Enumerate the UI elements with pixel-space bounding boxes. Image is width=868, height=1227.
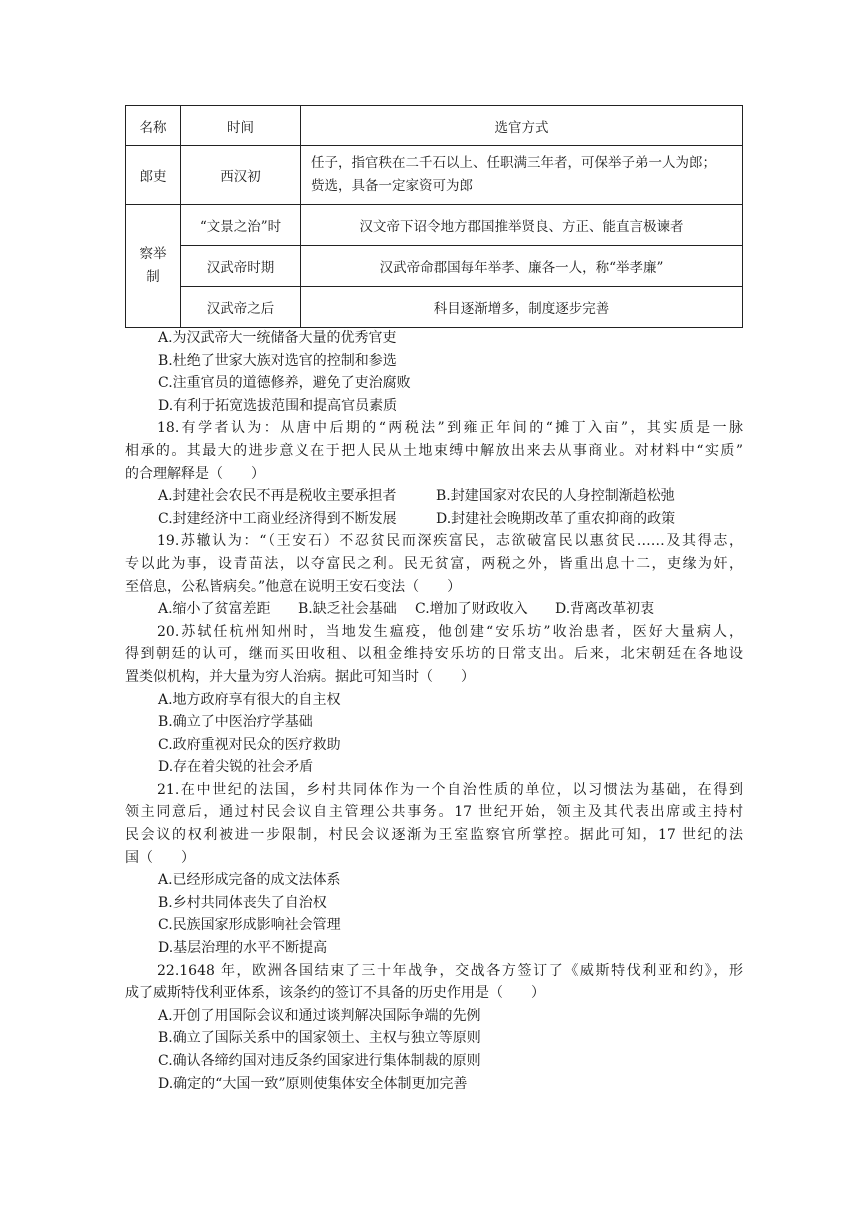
cell-method: 汉文帝下诏令地方郡国推举贤良、方正、能直言极谏者 <box>301 205 743 246</box>
q17-option-d: D.有利于拓宽选拔范围和提高官员素质 <box>158 397 398 414</box>
q20-option-a: A.地方政府享有很大的自主权 <box>158 691 341 708</box>
q21-option-b: B.乡村共同体丧失了自治权 <box>158 894 327 911</box>
q22-option-d: D.确定的“大国一致”原则使集体安全体制更加完善 <box>158 1075 468 1092</box>
q21-option-d: D.基层治理的水平不断提高 <box>158 940 328 957</box>
header-name: 名称 <box>126 106 181 146</box>
q20-option-b: B.确立了中医治疗学基础 <box>158 714 313 731</box>
q20-option-c: C.政府重视对民众的医疗救助 <box>158 736 341 753</box>
q22-option-c: C.确认各缔约国对违反条约国家进行集体制裁的原则 <box>158 1053 481 1069</box>
cell-name: 郎吏 <box>126 146 181 205</box>
table-row <box>126 205 743 246</box>
q18-option-b: B.封建国家对农民的人身控制渐趋松弛 <box>436 488 675 505</box>
q18-stem-line: 的合理解释是（ ） <box>125 465 265 482</box>
q21-stem-line: 国（ ） <box>125 849 195 866</box>
q21-option-a: A.已经形成完备的成文法体系 <box>158 872 341 889</box>
q17-option-c: C.注重官员的道德修养，避免了吏治腐败 <box>158 375 411 392</box>
cell-time: “文景之治”时 <box>181 205 301 246</box>
q19-option-a: A.缩小了贫富差距 <box>158 601 271 618</box>
q21-stem-line: 领主同意后，通过村民会议自主管理公共事务。17 世纪开始，领主及其代表出席或主持村 <box>125 804 743 821</box>
cell-time: 西汉初 <box>181 146 301 205</box>
question-list <box>125 327 743 1095</box>
q18-options-row <box>125 485 743 508</box>
q20-option-d: D.存在着尖锐的社会矛盾 <box>158 759 314 776</box>
method-line: 赀选，具备一定家资可为郎 <box>311 178 473 194</box>
name-line: 制 <box>146 269 160 285</box>
q19-option-b: B.缺乏社会基础 <box>298 601 397 618</box>
q17-option-a: A.为汉武帝大一统储备大量的优秀官吏 <box>158 330 397 346</box>
q20-stem-line: 20.苏轼任杭州知州时，当地发生瘟疫，他创建“安乐坊”收治患者，医好大量病人， <box>157 623 743 640</box>
q22-stem-line: 22.1648 年，欧洲各国结束了三十年战争，交战各方签订了《威斯特伐利亚和约》，形 <box>157 962 743 979</box>
q19-options-row <box>125 598 743 621</box>
cell-method: 科目逐渐增多，制度逐步完善 <box>301 287 743 328</box>
header-time: 时间 <box>181 106 301 146</box>
cell-method: 汉武帝命郡国每年举孝、廉各一人，称“举孝廉” <box>301 246 743 287</box>
q22-stem-line: 成了威斯特伐利亚体系，该条约的签订不具备的历史作用是（ ） <box>125 985 545 1002</box>
q21-stem-line: 民会议的权利被进一步限制，村民会议逐渐为王室监察官所掌控。据此可知，17 世纪的法 <box>125 827 743 844</box>
name-line: 察举 <box>139 246 167 262</box>
q18-options-row <box>125 508 743 531</box>
q19-stem-line: 至倍息，公私皆病矣。”他意在说明王安石变法（ ） <box>125 578 462 595</box>
q22-option-a: A.开创了用国际会议和通过谈判解决国际争端的先例 <box>158 1007 481 1024</box>
q20-stem-line: 置类似机构，并大量为穷人治病。据此可知当时（ ） <box>125 668 475 685</box>
q21-stem-line: 21.在中世纪的法国，乡村共同体作为一个自治性质的单位，以习惯法为基础，在得到 <box>157 781 743 798</box>
table-row <box>126 246 743 287</box>
q19-option-d: D.背离改革初衷 <box>555 601 655 618</box>
q18-stem-line: 18.有学者认为：从唐中后期的“两税法”到雍正年间的“摊丁入亩”，其实质是一脉 <box>157 420 743 437</box>
cell-time: 汉武帝时期 <box>181 246 301 287</box>
q19-stem-line: 19.苏辙认为：“（王安石）不忍贫民而深疾富民，志欲破富民以惠贫民……及其得志， <box>157 533 743 550</box>
cell-method <box>301 146 743 205</box>
q22-option-b: B.确立了国际关系中的国家领土、主权与独立等原则 <box>158 1030 481 1047</box>
method-line: 任子，指官秩在二千石以上、任职满三年者，可保举子弟一人为郎； <box>311 155 716 171</box>
table-row <box>126 146 743 205</box>
table-row <box>126 287 743 328</box>
q21-option-c: C.民族国家形成影响社会管理 <box>158 917 341 934</box>
q18-option-a: A.封建社会农民不再是税收主要承担者 <box>158 488 397 505</box>
header-method: 选官方式 <box>301 106 743 146</box>
selection-method-table <box>125 105 743 328</box>
q19-stem-line: 专以此为事，设青苗法，以夺富民之利。民无贫富，两税之外，皆重出息十二，吏缘为奸， <box>125 555 743 572</box>
table-header-row <box>126 106 743 146</box>
q17-option-b: B.杜绝了世家大族对选官的控制和参选 <box>158 352 397 369</box>
cell-time: 汉武帝之后 <box>181 287 301 328</box>
q20-stem-line: 得到朝廷的认可，继而买田收租、以租金维持安乐坊的日常支出。后来，北宋朝廷在各地设 <box>125 646 743 663</box>
q18-stem-line: 相承的。其最大的进步意义在于把人民从土地束缚中解放出来去从事商业。对材料中“实质” <box>125 442 743 459</box>
q18-option-d: D.封建社会晚期改革了重农抑商的政策 <box>436 510 676 527</box>
cell-name <box>126 205 181 328</box>
q19-option-c: C.增加了财政收入 <box>415 601 528 618</box>
q18-option-c: C.封建经济中工商业经济得到不断发展 <box>158 510 397 527</box>
